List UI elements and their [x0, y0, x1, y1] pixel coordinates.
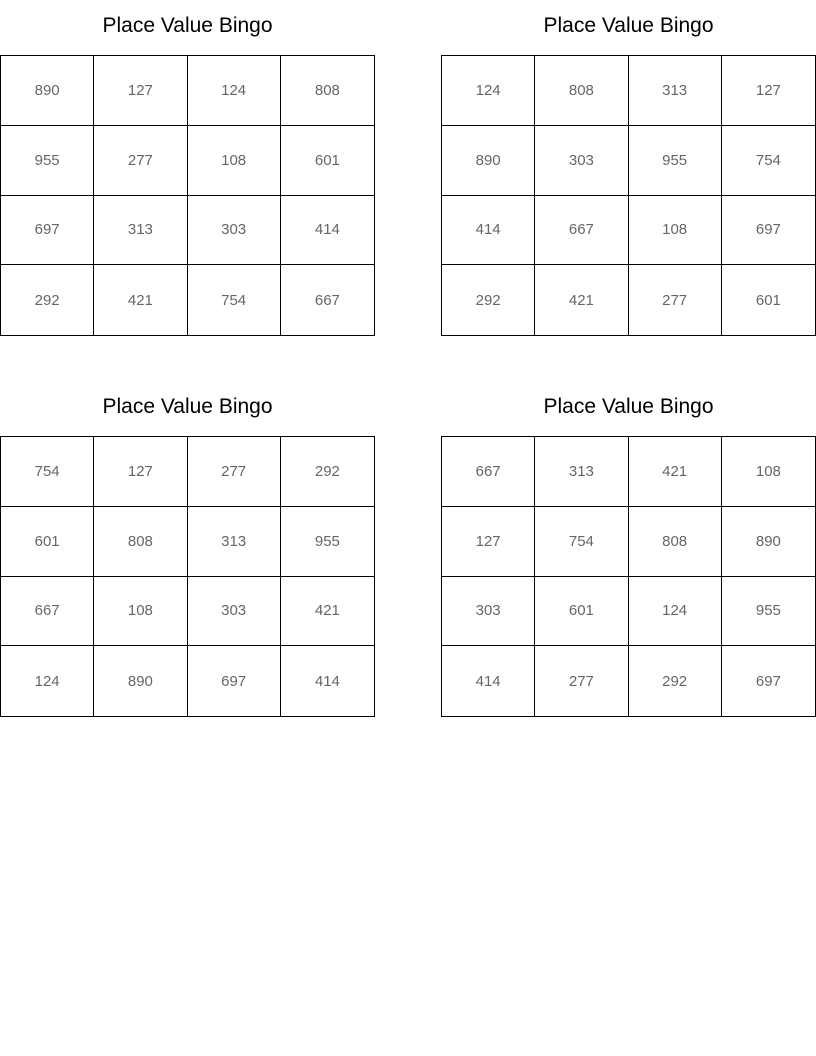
bingo-cell: 601 — [755, 291, 781, 309]
bingo-cell: 303 — [442, 577, 535, 647]
card-title: Place Value Bingo — [543, 14, 714, 37]
bingo-cell: 421 — [629, 437, 722, 507]
bingo-cell: 108 — [188, 126, 281, 196]
card-title: Place Value Bingo — [102, 395, 273, 418]
bingo-cell: 808 — [629, 507, 722, 577]
bingo-cell: 421 — [535, 265, 628, 335]
bingo-cell: 890 — [442, 126, 535, 196]
bingo-grid — [0, 55, 375, 336]
bingo-cell: 313 — [535, 437, 628, 507]
bingo-cell: 667 — [442, 437, 535, 507]
bingo-card — [0, 0, 375, 309]
bingo-grid — [0, 436, 375, 717]
bingo-card — [0, 381, 375, 690]
bingo-cell: 955 — [722, 577, 815, 647]
bingo-cell: 124 — [188, 56, 281, 126]
bingo-cell: 292 — [1, 265, 94, 335]
bingo-cell: 292 — [442, 265, 535, 335]
bingo-cell: 808 — [281, 56, 374, 126]
bingo-cell: 754 — [722, 126, 815, 196]
bingo-cell: 313 — [188, 507, 281, 577]
bingo-cell: 313 — [629, 56, 722, 126]
bingo-cell: 808 — [535, 56, 628, 126]
card-title: Place Value Bingo — [102, 14, 273, 37]
bingo-cell: 124 — [629, 577, 722, 647]
bingo-cell: 697 — [188, 646, 281, 716]
bingo-cell: 277 — [188, 437, 281, 507]
bingo-cell: 292 — [281, 437, 374, 507]
bingo-cell: 667 — [535, 196, 628, 266]
card-title: Place Value Bingo — [543, 395, 714, 418]
bingo-cell: 108 — [722, 437, 815, 507]
bingo-cell: 754 — [535, 507, 628, 577]
bingo-cell: 808 — [94, 507, 187, 577]
bingo-cell: 303 — [188, 577, 281, 647]
bingo-card — [441, 0, 816, 309]
bingo-cell: 414 — [281, 196, 374, 266]
bingo-cell: 124 — [442, 56, 535, 126]
bingo-cell: 667 — [1, 577, 94, 647]
bingo-cell: 108 — [94, 577, 187, 647]
bingo-cell: 955 — [1, 126, 94, 196]
bingo-grid — [441, 55, 816, 336]
bingo-cell: 127 — [722, 56, 815, 126]
bingo-cell: 414 — [442, 196, 535, 266]
bingo-cell: 313 — [94, 196, 187, 266]
bingo-cell: 697 — [755, 672, 781, 690]
bingo-cell: 697 — [722, 196, 815, 266]
bingo-cell: 124 — [1, 646, 94, 716]
bingo-card — [441, 381, 816, 690]
bingo-cell: 414 — [442, 646, 535, 716]
bingo-cell: 955 — [281, 507, 374, 577]
bingo-cell: 955 — [629, 126, 722, 196]
bingo-cell: 277 — [535, 646, 628, 716]
bingo-cell: 292 — [629, 646, 722, 716]
bingo-cell: 127 — [94, 56, 187, 126]
bingo-cell: 754 — [188, 265, 281, 335]
bingo-cell: 890 — [722, 507, 815, 577]
bingo-grid — [441, 436, 816, 717]
bingo-cell: 127 — [94, 437, 187, 507]
bingo-cell: 277 — [629, 265, 722, 335]
bingo-cell: 890 — [1, 56, 94, 126]
bingo-cell: 421 — [94, 265, 187, 335]
bingo-cell: 303 — [188, 196, 281, 266]
bingo-cell: 697 — [1, 196, 94, 266]
bingo-cell: 303 — [535, 126, 628, 196]
bingo-cell: 277 — [94, 126, 187, 196]
bingo-cell: 601 — [535, 577, 628, 647]
bingo-cell: 601 — [281, 126, 374, 196]
bingo-cell: 108 — [629, 196, 722, 266]
bingo-cell: 414 — [314, 672, 340, 690]
bingo-cell: 601 — [1, 507, 94, 577]
bingo-cell: 127 — [442, 507, 535, 577]
bingo-cell: 754 — [1, 437, 94, 507]
bingo-cell: 421 — [281, 577, 374, 647]
bingo-cell: 667 — [314, 291, 340, 309]
bingo-cell: 890 — [94, 646, 187, 716]
